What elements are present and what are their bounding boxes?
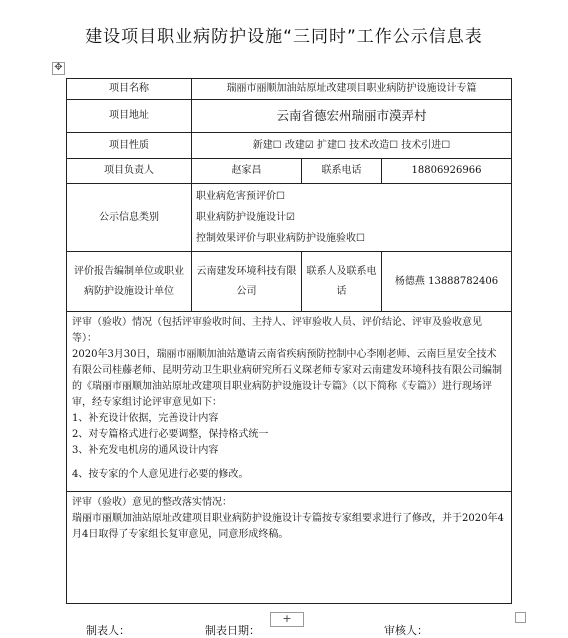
project-name-label: 项目名称 — [67, 79, 192, 100]
project-name-value: 瑞丽市丽顺加油站原址改建项目职业病防护设施设计专篇 — [192, 79, 512, 100]
category-option-pre-assessment: 职业病危害预评价☐ — [196, 191, 285, 202]
review-body: 2020年3月30日，瑞丽市丽顺加油站邀请云南省疾病预防控制中心李刚老师、云南巨星安全技术有限公司桂藤老师、昆明劳动卫生职业病研究所石义琛老师专家对云南建发环境科技有限公司编制的《瑞丽市丽顺加油站原址改建项目职业病防护设施设计专篇》（以下简称《专篇》）进行现场评审，经专家组讨论评审意见如下： — [72, 349, 502, 408]
report-date-label: 制表日期： — [205, 624, 260, 637]
document-title: 建设项目职业病防护设施“三同时”工作公示信息表 — [85, 27, 483, 47]
project-nature-label: 项目性质 — [67, 133, 192, 159]
contact-label: 联系人及联系电话 — [302, 252, 382, 312]
rectification-heading: 评审（验收）意见的整改落实情况： — [72, 497, 232, 508]
category-option-protection-design: 职业病防护设施设计☑ — [196, 212, 295, 223]
project-address-value: 云南省德宏州瑞丽市漠弄村 — [192, 100, 512, 133]
table-resize-handle-icon[interactable] — [515, 612, 526, 623]
category-option-acceptance: 控制效果评价与职业病防护设施验收☐ — [196, 233, 365, 244]
project-lead-label: 项目负责人 — [67, 159, 192, 184]
row-project-nature — [67, 133, 512, 159]
add-row-button[interactable]: + — [270, 612, 304, 627]
info-category-options — [192, 184, 512, 252]
project-lead-value: 赵家昌 — [192, 159, 302, 184]
rectification-section — [67, 492, 512, 604]
reviewer-label: 审核人： — [384, 624, 428, 637]
phone-label: 联系电话 — [302, 159, 382, 184]
review-item: 3、补充发电机房的通风设计内容 — [72, 445, 219, 456]
review-heading: 评审（验收）情况（包括评审验收时间、主持人、评审验收人员、评价结论、评审及验收意见等）： — [72, 317, 482, 344]
reporter-label: 制表人： — [86, 624, 130, 637]
rectification-body: 瑞丽市丽顺加油站原址改建项目职业病防护设施设计专篇按专家组要求进行了修改，并于2020年4月4日取得了专家组长复审意见，同意形成终稿。 — [72, 513, 504, 540]
row-rectification — [67, 492, 512, 604]
table-move-handle-icon[interactable]: ✥ — [52, 62, 65, 75]
row-info-category — [67, 184, 512, 252]
row-project-lead — [67, 159, 512, 184]
review-item: 4、按专家的个人意见进行必要的修改。 — [72, 469, 249, 480]
phone-value: 18806926966 — [382, 159, 512, 184]
organization-value: 云南建发环境科技有限公司 — [192, 252, 302, 312]
info-category-label: 公示信息类别 — [67, 184, 192, 252]
organization-label: 评价报告编制单位或职业病防护设施设计单位 — [67, 252, 192, 312]
row-review — [67, 312, 512, 492]
review-item: 1、补充设计依据，完善设计内容 — [72, 413, 219, 424]
project-nature-options: 新建☐ 改建☑ 扩建☐ 技术改造☐ 技术引进☐ — [192, 133, 512, 159]
review-item: 2、对专篇格式进行必要调整，保持格式统一 — [72, 429, 269, 440]
row-project-address — [67, 100, 512, 133]
row-organization — [67, 252, 512, 312]
info-table — [66, 78, 512, 604]
project-address-label: 项目地址 — [67, 100, 192, 133]
contact-value: 杨德燕 13888782406 — [382, 252, 512, 312]
review-section — [67, 312, 512, 492]
row-project-name — [67, 79, 512, 100]
